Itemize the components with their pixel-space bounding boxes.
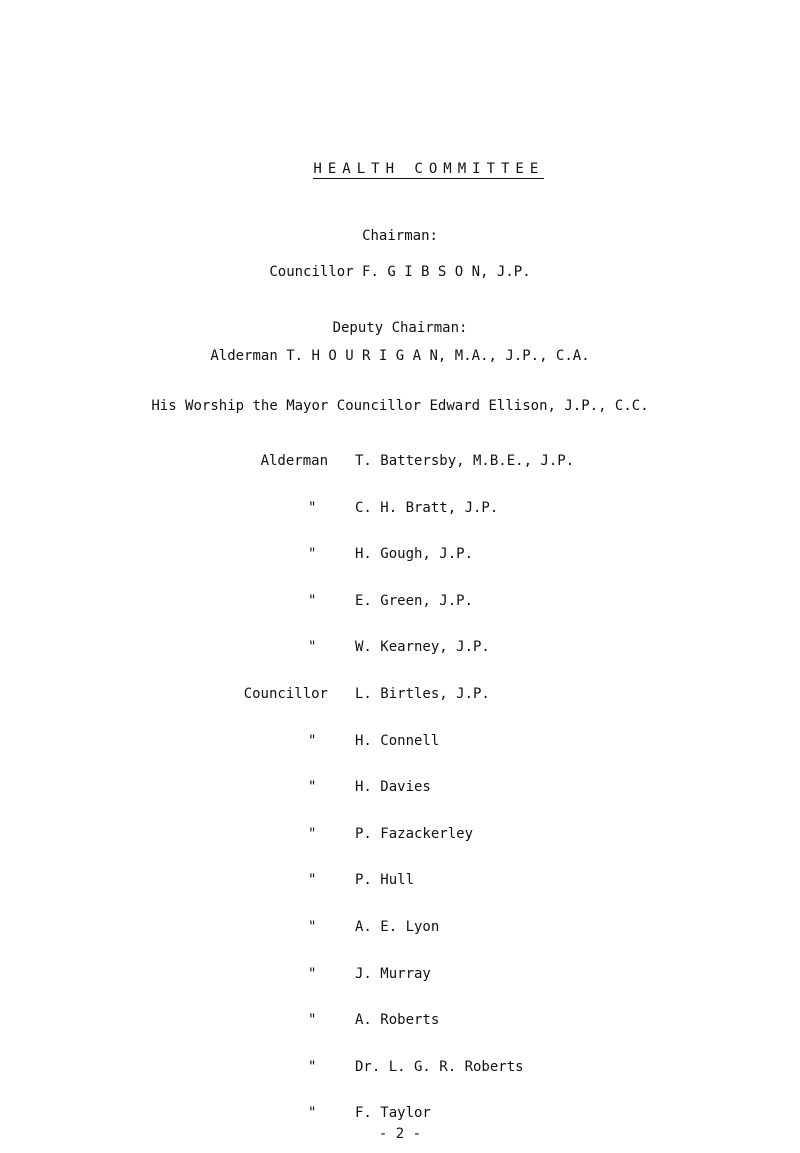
member-row	[0, 779, 800, 799]
member-row	[0, 733, 800, 753]
ditto-mark: "	[308, 1012, 317, 1028]
member-name: A. Roberts	[355, 1012, 440, 1028]
member-name: P. Hull	[355, 872, 415, 888]
member-name: H. Davies	[355, 779, 431, 795]
member-name: P. Fazackerley	[355, 826, 474, 842]
member-name: A. E. Lyon	[355, 919, 440, 935]
deputy-chairman-label: Deputy Chairman:	[332, 320, 468, 336]
member-row	[0, 639, 800, 659]
ditto-mark: "	[308, 500, 317, 516]
member-row	[0, 1012, 800, 1032]
ditto-mark: "	[308, 733, 317, 749]
page-title-text: HEALTH COMMITTEE	[313, 161, 545, 177]
member-row	[0, 500, 800, 520]
member-row	[0, 593, 800, 613]
member-name: W. Kearney, J.P.	[355, 639, 490, 655]
member-name: L. Birtles, J.P.	[355, 686, 490, 702]
ditto-mark: "	[308, 919, 317, 935]
ditto-mark: "	[308, 779, 317, 795]
ditto-mark: "	[308, 593, 317, 609]
ditto-mark: "	[308, 872, 317, 888]
member-name: E. Green, J.P.	[355, 593, 474, 609]
ditto-mark: "	[308, 966, 317, 982]
member-row	[0, 1105, 800, 1125]
member-role: Councillor	[243, 686, 328, 702]
page-number: - 2 -	[378, 1126, 422, 1142]
member-name: C. H. Bratt, J.P.	[355, 500, 499, 516]
ditto-mark: "	[308, 639, 317, 655]
ditto-mark: "	[308, 826, 317, 842]
member-row	[0, 546, 800, 566]
member-row	[0, 872, 800, 892]
member-name: H. Gough, J.P.	[355, 546, 474, 562]
ditto-mark: "	[308, 1059, 317, 1075]
chairman-name: Councillor F. G I B S O N, J.P.	[269, 264, 531, 280]
member-row	[0, 453, 800, 473]
member-name: T. Battersby, M.B.E., J.P.	[355, 453, 575, 469]
deputy-chairman-name: Alderman T. H O U R I G A N, M.A., J.P., C.A.	[210, 348, 590, 364]
member-name: Dr. L. G. R. Roberts	[355, 1059, 524, 1075]
chairman-label: Chairman:	[362, 228, 438, 244]
member-name: H. Connell	[355, 733, 440, 749]
page-title	[0, 145, 800, 193]
member-name: F. Taylor	[355, 1105, 431, 1121]
member-row	[0, 1059, 800, 1079]
mayor-line: His Worship the Mayor Councillor Edward Ellison, J.P., C.C.	[151, 398, 649, 414]
member-row	[0, 966, 800, 986]
ditto-mark: "	[308, 1105, 317, 1121]
ditto-mark: "	[308, 546, 317, 562]
member-role: Alderman	[260, 453, 328, 469]
member-name: J. Murray	[355, 966, 431, 982]
member-row	[0, 686, 800, 706]
member-row	[0, 826, 800, 846]
member-row	[0, 919, 800, 939]
